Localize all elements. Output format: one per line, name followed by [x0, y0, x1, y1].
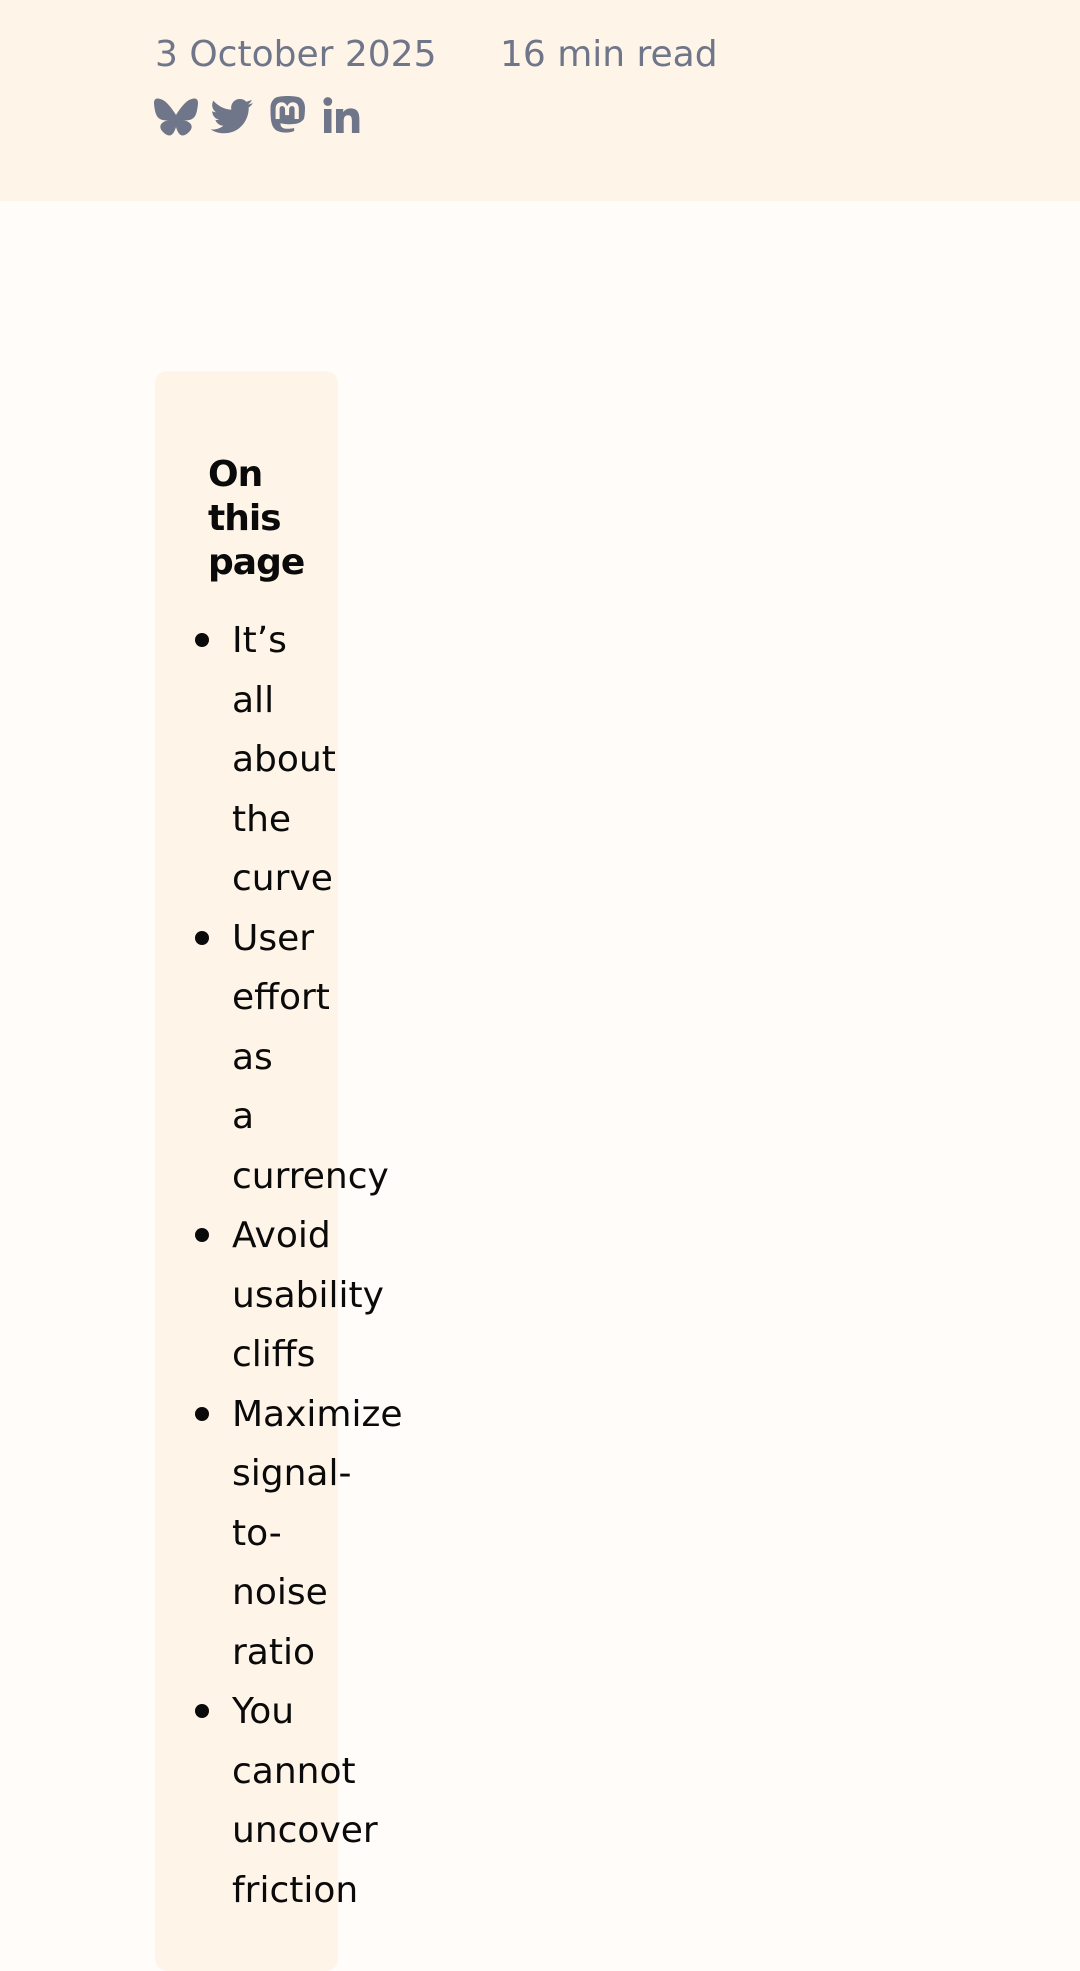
- article-meta: [155, 30, 718, 80]
- linkedin-icon[interactable]: [321, 94, 367, 138]
- bluesky-icon[interactable]: [153, 94, 199, 138]
- toc-link-uncover-friction[interactable]: You cannot uncover friction: [232, 1691, 378, 1911]
- bullet-icon: [195, 633, 209, 647]
- toc-title: On this page: [208, 454, 305, 583]
- toc-link-user-effort[interactable]: User effort as a currency: [232, 917, 389, 1197]
- mastodon-icon[interactable]: [265, 94, 311, 138]
- bullet-icon: [195, 1704, 209, 1718]
- twitter-icon[interactable]: [209, 94, 255, 138]
- toc-item: [195, 909, 389, 1207]
- toc-item: [195, 1385, 403, 1683]
- read-time: 16 min read: [499, 34, 718, 75]
- article-meta-header: [0, 0, 1080, 201]
- bullet-icon: [195, 1407, 209, 1421]
- toc-link-signal-to-noise[interactable]: Maximize signal- to- noise ratio: [232, 1393, 403, 1673]
- toc-link-curve[interactable]: It’s all about the curve: [232, 620, 336, 899]
- share-links: [153, 94, 377, 138]
- toc-item: [195, 1682, 378, 1920]
- bullet-icon: [195, 1228, 209, 1242]
- table-of-contents: [155, 371, 403, 1971]
- toc-item: [195, 1206, 384, 1385]
- toc-list: [195, 611, 403, 1920]
- bullet-icon: [195, 931, 209, 945]
- toc-item: [195, 611, 336, 909]
- toc-link-usability-cliffs[interactable]: Avoid usability cliffs: [232, 1215, 384, 1375]
- publish-date: 3 October 2025: [155, 34, 437, 75]
